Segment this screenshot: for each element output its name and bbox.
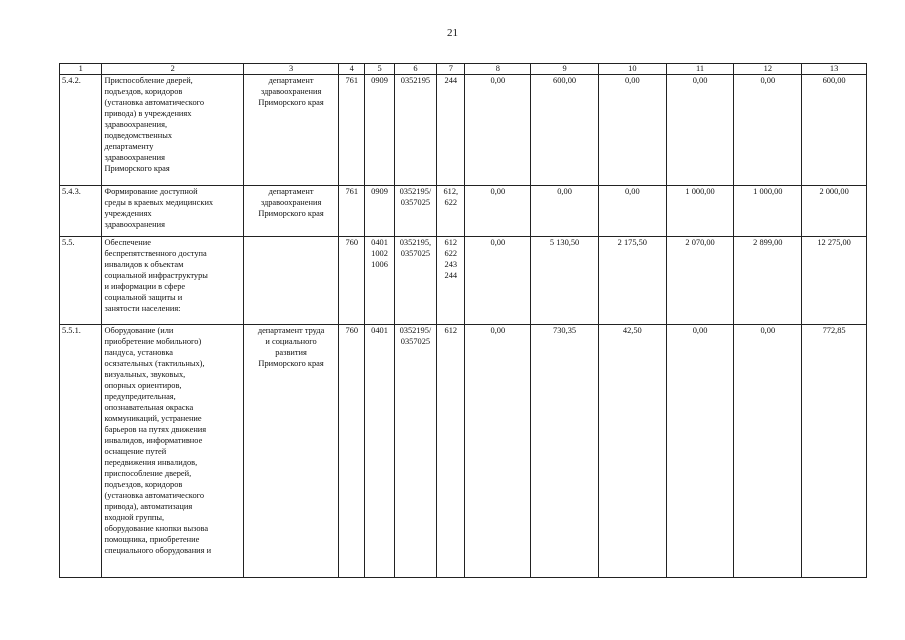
row-executor: департамент здравоохранения Приморского края <box>244 75 339 186</box>
row-code: 5.5. <box>60 237 102 325</box>
column-header: 5 <box>365 64 394 75</box>
row-value-10: 42,50 <box>598 325 666 578</box>
row-value-10: 0,00 <box>598 75 666 186</box>
budget-table <box>59 63 867 578</box>
row-name: Обеспечение беспрепятственного доступа инвалидов к объектам социальной инфраструктуры и информации в сфере социальной защиты и занятости населения: <box>102 237 244 325</box>
column-header: 3 <box>244 64 339 75</box>
header-row <box>60 64 867 75</box>
row-csr: 0352195 <box>394 75 436 186</box>
table-row <box>60 237 867 325</box>
row-value-11: 1 000,00 <box>666 186 734 237</box>
table-row <box>60 75 867 186</box>
row-value-11: 0,00 <box>666 75 734 186</box>
row-value-8: 0,00 <box>465 75 531 186</box>
row-value-9: 0,00 <box>531 186 599 237</box>
row-value-12: 0,00 <box>734 325 802 578</box>
column-header: 4 <box>339 64 365 75</box>
column-header: 11 <box>666 64 734 75</box>
column-header: 7 <box>437 64 465 75</box>
column-header: 6 <box>394 64 436 75</box>
table-row <box>60 186 867 237</box>
column-header: 10 <box>598 64 666 75</box>
column-header: 2 <box>102 64 244 75</box>
row-value-10: 2 175,50 <box>598 237 666 325</box>
column-header: 13 <box>802 64 867 75</box>
row-rzpr: 0401 1002 1006 <box>365 237 394 325</box>
row-name: Формирование доступной среды в краевых медицинских учреждениях здравоохранения <box>102 186 244 237</box>
row-grbs: 760 <box>339 237 365 325</box>
row-value-11: 0,00 <box>666 325 734 578</box>
row-name: Приспособление дверей, подъездов, коридоров (установка автоматического привода) в учреждениях здравоохранения, подведомственных департаменту здравоохранения Приморского края <box>102 75 244 186</box>
row-value-8: 0,00 <box>465 325 531 578</box>
row-value-9: 600,00 <box>531 75 599 186</box>
column-header: 1 <box>60 64 102 75</box>
row-value-12: 1 000,00 <box>734 186 802 237</box>
row-rzpr: 0401 <box>365 325 394 578</box>
row-value-10: 0,00 <box>598 186 666 237</box>
row-executor <box>244 237 339 325</box>
row-vr: 244 <box>437 75 465 186</box>
row-rzpr: 0909 <box>365 75 394 186</box>
row-csr: 0352195/ 0357025 <box>394 186 436 237</box>
row-value-8: 0,00 <box>465 237 531 325</box>
row-code: 5.5.1. <box>60 325 102 578</box>
page-number: 21 <box>447 27 458 39</box>
row-code: 5.4.2. <box>60 75 102 186</box>
column-header: 12 <box>734 64 802 75</box>
row-grbs: 761 <box>339 186 365 237</box>
row-value-9: 730,35 <box>531 325 599 578</box>
row-grbs: 761 <box>339 75 365 186</box>
column-header: 9 <box>531 64 599 75</box>
row-value-13: 600,00 <box>802 75 867 186</box>
row-grbs: 760 <box>339 325 365 578</box>
row-name: Оборудование (или приобретение мобильного) пандуса, установка осязательных (тактильных), визуальных, звуковых, опорных ориентиров, предупредительная, опознавательная окраска коммуникаций, устранение барьеров на путях движения инвалидов, информативное оснащение путей передвижения инвалидов, приспособление дверей, подъездов, коридоров (установка автоматического привода), автоматизация входной группы, оборудование кнопки вызова помощника, приобретение специального оборудования и <box>102 325 244 578</box>
row-value-8: 0,00 <box>465 186 531 237</box>
row-vr: 612 622 243 244 <box>437 237 465 325</box>
row-code: 5.4.3. <box>60 186 102 237</box>
table-row <box>60 325 867 578</box>
row-value-13: 2 000,00 <box>802 186 867 237</box>
row-executor: департамент здравоохранения Приморского края <box>244 186 339 237</box>
row-value-12: 0,00 <box>734 75 802 186</box>
row-executor: департамент труда и социального развития Приморского края <box>244 325 339 578</box>
row-value-11: 2 070,00 <box>666 237 734 325</box>
row-vr: 612, 622 <box>437 186 465 237</box>
row-value-12: 2 899,00 <box>734 237 802 325</box>
row-csr: 0352195/ 0357025 <box>394 325 436 578</box>
row-value-13: 12 275,00 <box>802 237 867 325</box>
column-header: 8 <box>465 64 531 75</box>
row-vr: 612 <box>437 325 465 578</box>
row-csr: 0352195, 0357025 <box>394 237 436 325</box>
row-value-9: 5 130,50 <box>531 237 599 325</box>
row-value-13: 772,85 <box>802 325 867 578</box>
row-rzpr: 0909 <box>365 186 394 237</box>
